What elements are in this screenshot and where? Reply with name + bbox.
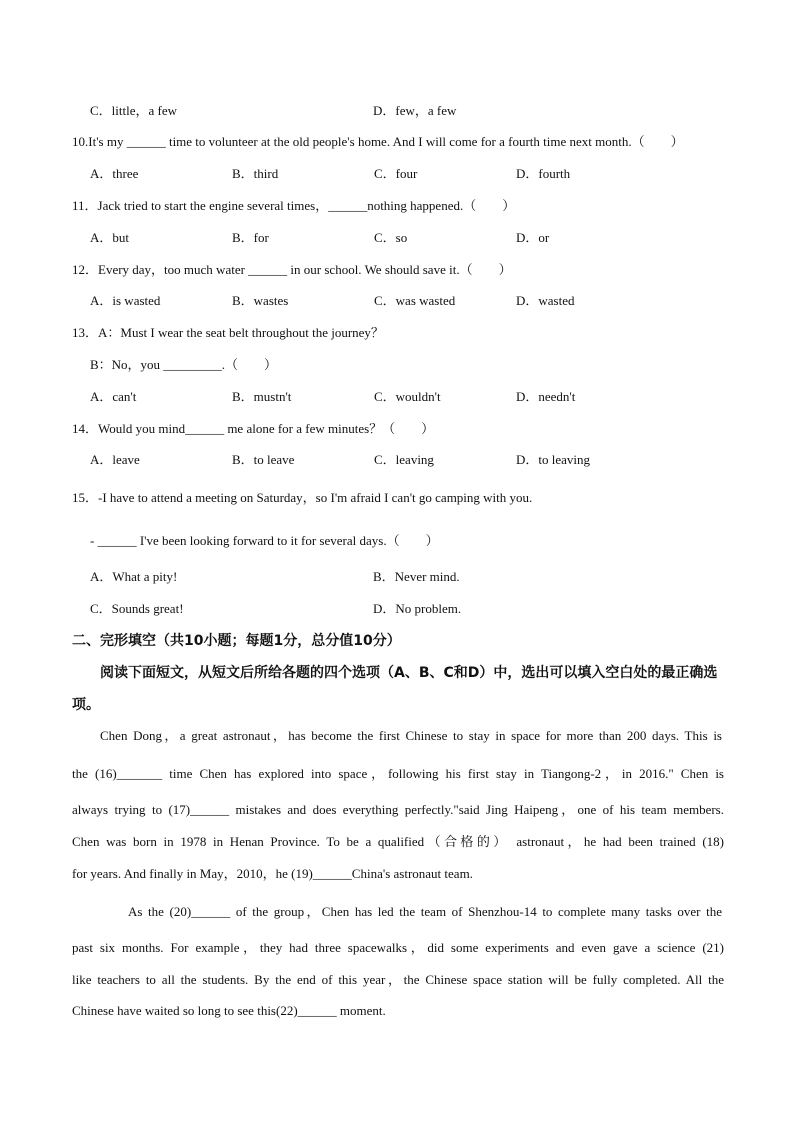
- q9-option-c: C．little，a few: [90, 103, 178, 118]
- q15-stem-b: - ______ I've been looking forward to it for several days.（ ）: [90, 533, 439, 548]
- q15-option-b: B．Never mind.: [373, 569, 460, 584]
- section-instruction-line2: 项。: [72, 697, 100, 713]
- passage-para2-line1: As the (20)______ of the group，Chen has led the team of Shenzhou-14 to complete many tasks over the: [128, 904, 722, 919]
- q14-option-c: C．leaving: [374, 452, 434, 467]
- q15-option-d: D．No problem.: [373, 601, 462, 616]
- passage-para1-line3: always trying to (17)______ mistakes and does everything perfectly."said Jing Haipeng，one of his team members.: [72, 802, 724, 817]
- q14-option-b: B．to leave: [232, 452, 295, 467]
- q10-option-a: A．three: [90, 166, 139, 181]
- passage-para2-line4: Chinese have waited so long to see this(22)______ moment.: [72, 1003, 386, 1018]
- passage-para2-line3: like teachers to all the students. By the end of this year，the Chinese space station will be fully completed. All the: [72, 972, 724, 987]
- q11-stem: 11．Jack tried to start the engine several times，______nothing happened.（ ）: [72, 198, 516, 213]
- q10-option-b: B．third: [232, 166, 279, 181]
- passage-para1-line4: Chen was born in 1978 in Henan Province. To be a qualified（合格的） astronaut，he had been trained (18): [72, 834, 724, 849]
- q13-option-d: D．needn't: [516, 389, 576, 404]
- q13-option-b: B．mustn't: [232, 389, 292, 404]
- q12-stem: 12．Every day，too much water ______ in our school. We should save it.（ ）: [72, 262, 512, 277]
- q15-stem: 15．-I have to attend a meeting on Saturday，so I'm afraid I can't go camping with you.: [72, 490, 533, 505]
- q14-stem: 14．Would you mind______ me alone for a few minutes？（ ）: [72, 421, 435, 436]
- q10-stem: 10.It's my ______ time to volunteer at the old people's home. And I will come for a fourth time next month.（ ）: [72, 134, 684, 149]
- q9-option-d: D．few，a few: [373, 103, 457, 118]
- q12-option-a: A．is wasted: [90, 293, 161, 308]
- q10-option-c: C．four: [374, 166, 418, 181]
- passage-para1-line1: Chen Dong，a great astronaut，has become the first Chinese to stay in space for more than 200 days. This is: [100, 728, 722, 743]
- section-heading: 二、完形填空（共10小题；每题1分，总分值10分）: [72, 633, 401, 649]
- q11-option-d: D．or: [516, 230, 550, 245]
- q15-option-a: A．What a pity!: [90, 569, 178, 584]
- passage-para1-line2: the (16)_______ time Chen has explored into space，following his first stay in Tiangong-2，in 2016." Chen is: [72, 766, 724, 781]
- q12-option-c: C．was wasted: [374, 293, 456, 308]
- q10-option-d: D．fourth: [516, 166, 571, 181]
- q11-option-b: B．for: [232, 230, 269, 245]
- passage-para2-line2: past six months. For example，they had three spacewalks，did some experiments and even gave a science (21): [72, 940, 724, 955]
- q15-option-c: C．Sounds great!: [90, 601, 184, 616]
- passage-para1-line5: for years. And finally in May，2010，he (19)______China's astronaut team.: [72, 866, 473, 881]
- q13-stem: 13．A：Must I wear the seat belt throughout the journey？: [72, 325, 384, 340]
- q13-option-a: A．can't: [90, 389, 137, 404]
- q14-option-d: D．to leaving: [516, 452, 591, 467]
- q13-stem-b: B：No，you _________.（ ）: [90, 357, 278, 372]
- q14-option-a: A．leave: [90, 452, 140, 467]
- q11-option-a: A．but: [90, 230, 130, 245]
- q12-option-b: B．wastes: [232, 293, 289, 308]
- q12-option-d: D．wasted: [516, 293, 575, 308]
- section-instruction-line1: 阅读下面短文，从短文后所给各题的四个选项（A、B、C和D）中，选出可以填入空白处的最正确选: [100, 665, 718, 681]
- q13-option-c: C．wouldn't: [374, 389, 441, 404]
- q11-option-c: C．so: [374, 230, 408, 245]
